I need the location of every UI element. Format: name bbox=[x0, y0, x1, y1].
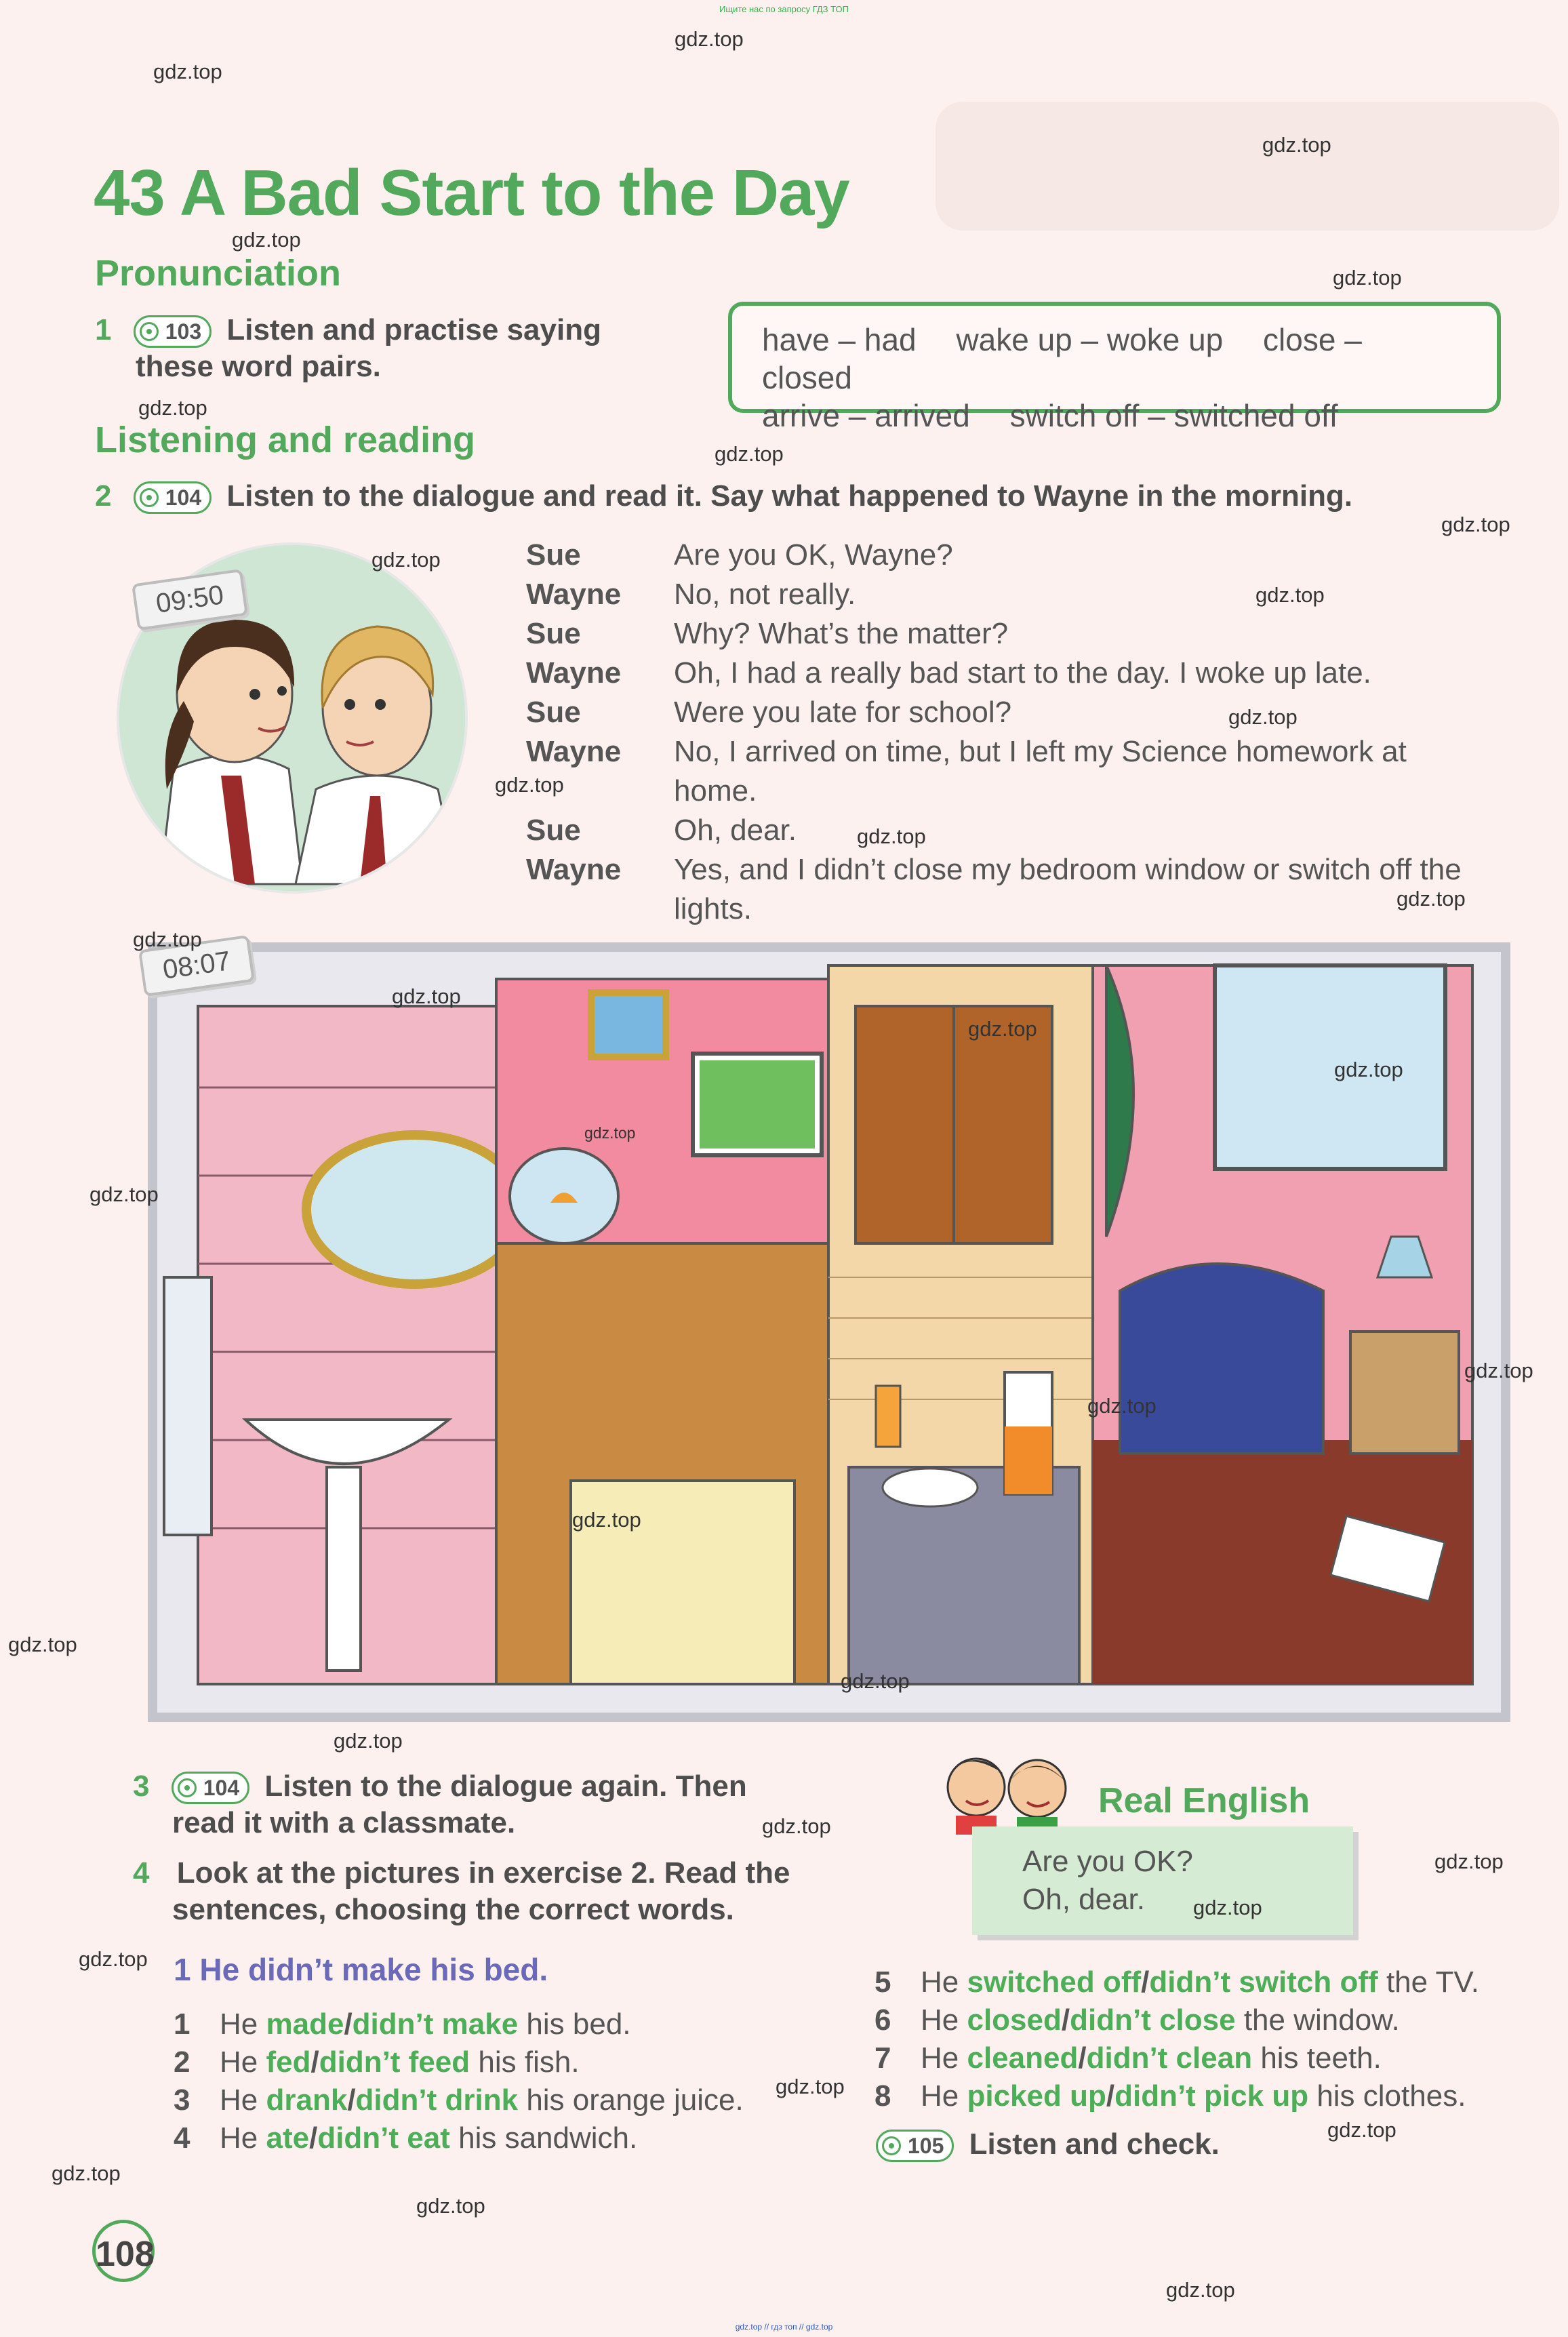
dialogue-line: Wayne No, I arrived on time, but I left my Science homework at home. bbox=[526, 735, 1407, 807]
real-english-box bbox=[972, 1826, 1353, 1935]
watermark: gdz.top bbox=[572, 1508, 641, 1532]
page-number: 108 bbox=[92, 2220, 155, 2282]
sentence-item: 5 He switched off/didn’t switch off the TV. bbox=[875, 1965, 1479, 1999]
watermark: gdz.top bbox=[1255, 583, 1325, 607]
background-heading-ghost bbox=[936, 102, 1559, 231]
option-b[interactable]: didn’t clean bbox=[1086, 2041, 1253, 2075]
exercise-4: 4 Look at the pictures in exercise 2. Read the sentences, choosing the correct words. bbox=[133, 1856, 790, 1926]
watermark: gdz.top bbox=[675, 27, 744, 51]
real-english-phrase: Oh, dear. bbox=[1022, 1883, 1146, 1916]
watermark: gdz.top bbox=[153, 60, 222, 83]
cd-icon bbox=[882, 2136, 901, 2155]
exercise-number: 1 bbox=[95, 313, 112, 346]
watermark: gdz.top bbox=[1434, 1850, 1504, 1873]
exercise-1 bbox=[95, 312, 705, 385]
watermark: gdz.top bbox=[138, 396, 207, 420]
option-b[interactable]: didn’t drink bbox=[355, 2083, 519, 2117]
kitchen-picture bbox=[828, 965, 1100, 1684]
watermark: gdz.top bbox=[1193, 1896, 1262, 1919]
watermark: gdz.top bbox=[1334, 1058, 1403, 1081]
option-a[interactable]: picked up bbox=[967, 2079, 1106, 2113]
top-note: Ищите нас по запросу ГДЗ ТОП bbox=[719, 4, 849, 14]
cd-icon bbox=[178, 1778, 197, 1797]
option-a[interactable]: closed bbox=[967, 2003, 1062, 2037]
exercise-instruction: Listen and practise saying bbox=[226, 313, 601, 346]
watermark: gdz.top bbox=[334, 1729, 403, 1753]
option-a[interactable]: cleaned bbox=[967, 2041, 1079, 2075]
option-b[interactable]: didn’t switch off bbox=[1149, 1965, 1378, 1999]
option-a[interactable]: made bbox=[266, 2008, 344, 2041]
dialogue-line: Sue Are you OK, Wayne? bbox=[526, 538, 953, 572]
dialogue-line: Wayne Yes, and I didn’t close my bedroom window or switch off the lights. bbox=[526, 853, 1462, 925]
watermark: gdz.top bbox=[1228, 705, 1298, 729]
dialogue-line: Wayne Oh, I had a really bad start to the day. I woke up late. bbox=[526, 656, 1371, 690]
word-pairs-box bbox=[728, 302, 1501, 433]
cd-icon bbox=[140, 322, 159, 341]
option-a[interactable]: switched off bbox=[967, 1965, 1142, 1999]
listen-and-check: 105 Listen and check. bbox=[876, 2126, 1220, 2163]
watermark: gdz.top bbox=[857, 824, 926, 848]
watermark: gdz.top bbox=[371, 548, 441, 572]
watermark: gdz.top bbox=[89, 1182, 159, 1206]
audio-track-103[interactable]: 103 bbox=[134, 315, 212, 348]
sentence-item: 7 He cleaned/didn’t clean his teeth. bbox=[875, 2041, 1382, 2075]
exercise-4-items-left bbox=[174, 2005, 744, 2157]
dialogue-line: Wayne No, not really. bbox=[526, 578, 856, 611]
dialogue-line: Sue Oh, dear. bbox=[526, 814, 797, 847]
exercise-3: 3 104 Listen to the dialogue again. Then read it with a classmate. bbox=[133, 1770, 747, 1839]
bottom-note: gdz.top // гдз топ // gdz.top bbox=[735, 2322, 833, 2332]
sentence-item: 2 He fed/didn’t feed his fish. bbox=[174, 2045, 580, 2079]
dialogue-line: Sue Why? What’s the matter? bbox=[526, 617, 1009, 650]
real-english-phrase: Are you OK? bbox=[1022, 1845, 1193, 1878]
sentence-item: 6 He closed/didn’t close the window. bbox=[875, 2003, 1400, 2037]
exercise-instruction-2: these word pairs. bbox=[136, 350, 381, 383]
sentence-item: 8 He picked up/didn’t pick up his clothes. bbox=[875, 2079, 1466, 2113]
option-a[interactable]: drank bbox=[266, 2083, 348, 2117]
watermark: gdz.top bbox=[715, 442, 784, 466]
living-room-picture bbox=[496, 979, 849, 1684]
sentence-item: 1 He made/didn’t make his bed. bbox=[174, 2008, 631, 2041]
audio-track-104[interactable]: 104 bbox=[134, 481, 212, 514]
option-b[interactable]: didn’t pick up bbox=[1114, 2079, 1309, 2113]
watermark: gdz.top bbox=[392, 984, 461, 1008]
audio-track-105[interactable]: 105 bbox=[876, 2130, 954, 2162]
section-listening-reading: Listening and reading bbox=[95, 420, 476, 460]
option-a[interactable]: ate bbox=[266, 2121, 310, 2155]
watermark: gdz.top bbox=[79, 1947, 148, 1971]
watermark: gdz.top bbox=[416, 2194, 485, 2218]
watermark: gdz.top bbox=[1396, 887, 1466, 911]
option-b[interactable]: didn’t make bbox=[352, 2008, 519, 2041]
watermark: gdz.top bbox=[1441, 513, 1510, 536]
word-pair: wake up – woke up bbox=[956, 322, 1224, 357]
clock-label-0950: 09:50 bbox=[132, 569, 248, 631]
watermark: gdz.top bbox=[841, 1669, 910, 1693]
option-a[interactable]: fed bbox=[266, 2045, 311, 2079]
audio-track-104-repeat[interactable]: 104 bbox=[172, 1772, 249, 1804]
watermark: gdz.top bbox=[762, 1814, 831, 1838]
watermark: gdz.top bbox=[776, 2075, 845, 2098]
real-english-kids-icon bbox=[936, 1740, 1085, 1835]
watermark: gdz.top bbox=[52, 2161, 121, 2185]
word-pair: close – closed bbox=[762, 322, 1362, 395]
watermark: gdz.top bbox=[1087, 1394, 1157, 1418]
cd-icon bbox=[140, 488, 159, 507]
clock-label-0807: 08:07 bbox=[138, 935, 255, 997]
exercise-4-items-right bbox=[875, 1963, 1479, 2115]
watermark: gdz.top bbox=[1464, 1359, 1533, 1382]
exercise-4-example: 1 He didn’t make his bed. bbox=[174, 1952, 548, 1987]
section-pronunciation: Pronunciation bbox=[95, 253, 341, 294]
word-pair: switch off – switched off bbox=[1009, 398, 1338, 433]
option-b[interactable]: didn’t feed bbox=[319, 2045, 470, 2079]
real-english-title: Real English bbox=[1098, 1781, 1310, 1820]
unit-title: 43 A Bad Start to the Day bbox=[94, 157, 849, 229]
watermark: gdz.top bbox=[232, 228, 301, 252]
sentence-item: 3 He drank/didn’t drink his orange juice. bbox=[174, 2083, 744, 2117]
dialogue-line: Sue Were you late for school? bbox=[526, 696, 1012, 729]
word-pair: have – had bbox=[762, 322, 917, 357]
watermark: gdz.top bbox=[584, 1124, 636, 1142]
watermark: gdz.top bbox=[1262, 133, 1331, 157]
option-b[interactable]: didn’t eat bbox=[317, 2121, 450, 2155]
watermark: gdz.top bbox=[1166, 2278, 1235, 2302]
morning-pictures bbox=[148, 942, 1510, 1722]
sentence-item: 4 He ate/didn’t eat his sandwich. bbox=[174, 2121, 638, 2155]
bathroom-picture bbox=[164, 1006, 523, 1684]
watermark: gdz.top bbox=[8, 1633, 77, 1656]
watermark: gdz.top bbox=[1333, 266, 1402, 289]
exercise-2-instruction: 2 104 Listen to the dialogue and read it. Say what happened to Wayne in the morning. bbox=[95, 478, 1519, 515]
option-b[interactable]: didn’t close bbox=[1070, 2003, 1236, 2037]
watermark: gdz.top bbox=[1327, 2118, 1396, 2142]
word-pair: arrive – arrived bbox=[762, 398, 970, 433]
watermark: gdz.top bbox=[133, 927, 202, 951]
watermark: gdz.top bbox=[968, 1017, 1037, 1041]
bedroom-picture bbox=[1093, 965, 1472, 1684]
watermark: gdz.top bbox=[495, 773, 564, 797]
